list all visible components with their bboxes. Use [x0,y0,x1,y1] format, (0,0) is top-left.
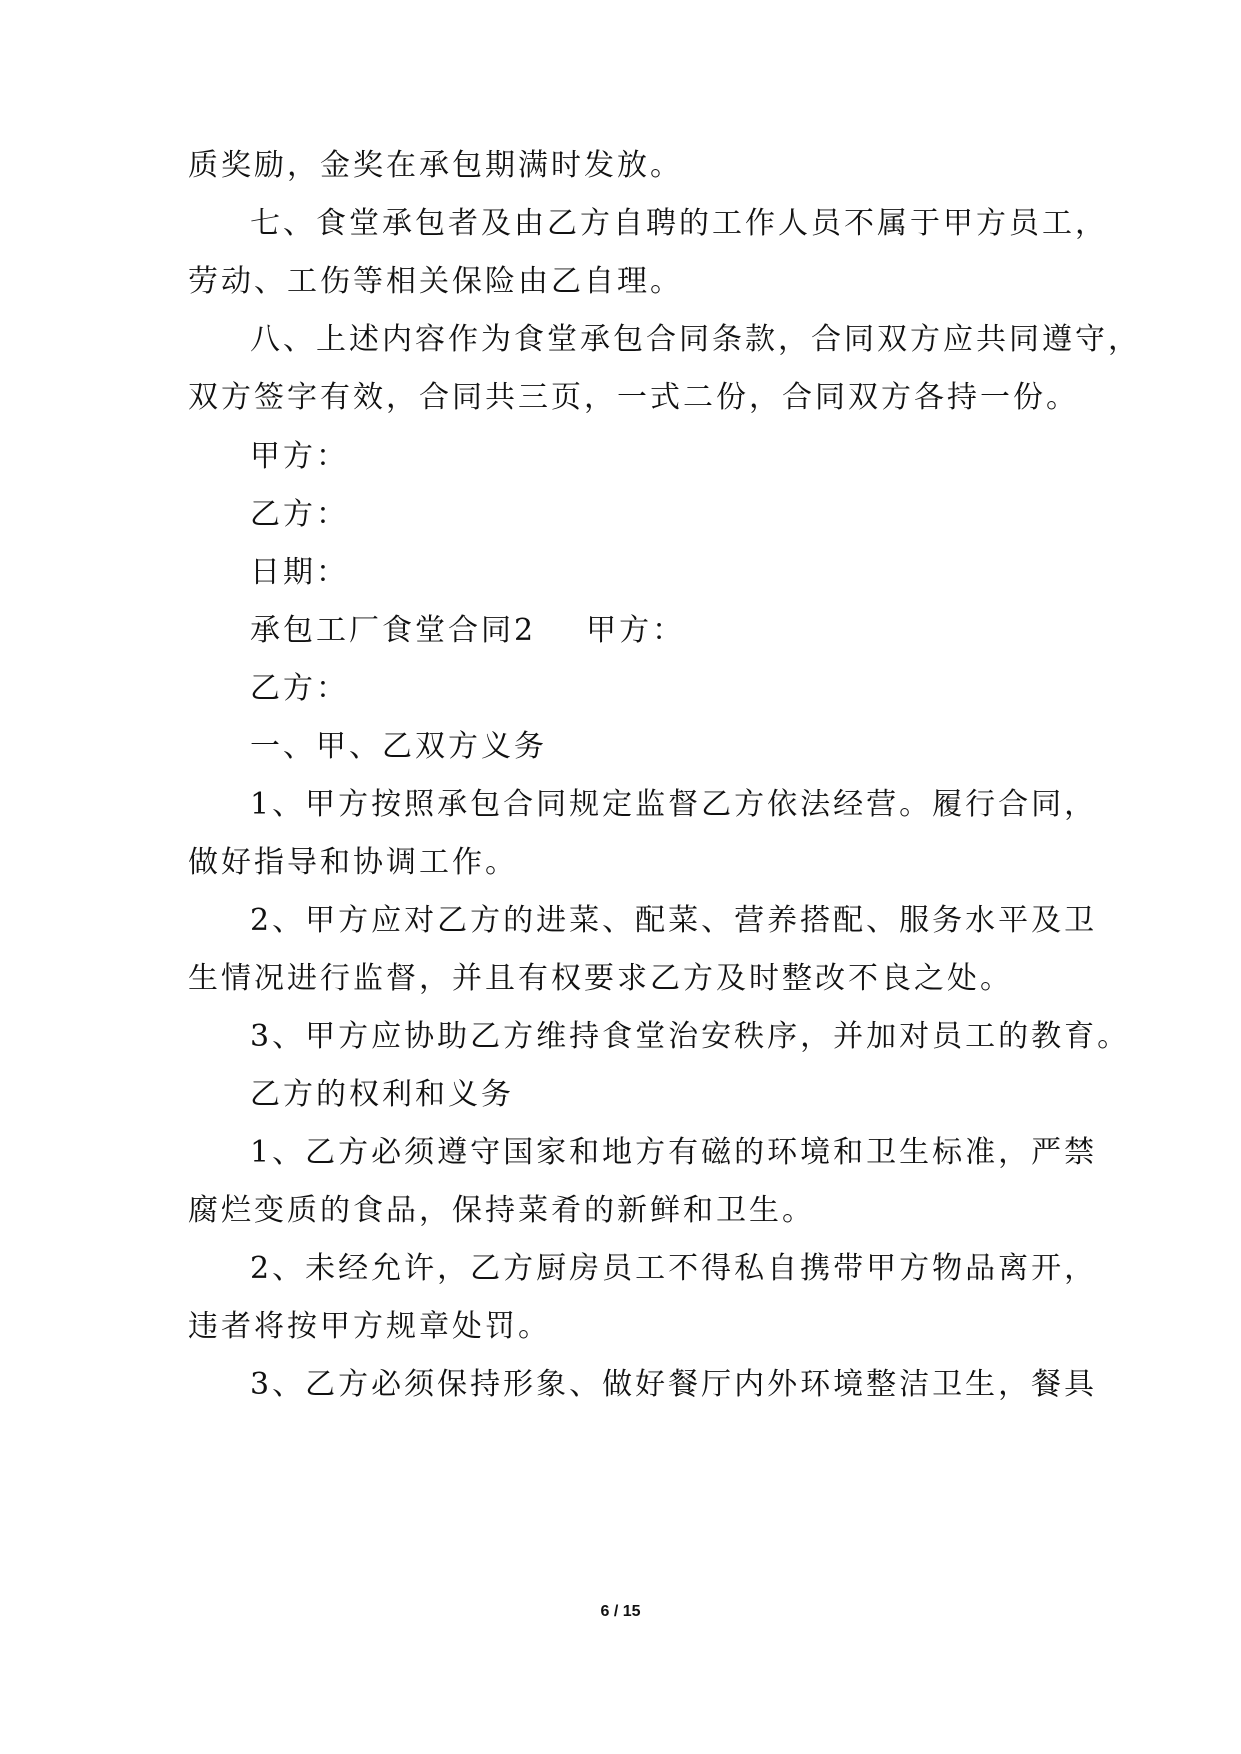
text-line: 劳动、工伤等相关保险由乙自理。 [188,264,683,299]
text-line: 3、甲方应协助乙方维持食堂治安秩序，并加对员工的教育。 [250,1019,1131,1054]
text-line: 生情况进行监督，并且有权要求乙方及时整改不良之处。 [188,961,1013,996]
signature-party-b: 乙方： [250,497,349,532]
contract-2-heading [250,611,685,651]
clause-8-line: 八、上述内容作为食堂承包合同条款，合同双方应共同遵守， [250,322,1141,357]
page-number: 6 / 15 [600,1603,641,1620]
text-line: 质奖励，金奖在承包期满时发放。 [188,148,683,183]
signature-date: 日期： [250,555,349,590]
text-line: 2、未经允许，乙方厨房员工不得私自携带甲方物品离开， [250,1251,1098,1286]
clause-7-line: 七、食堂承包者及由乙方自聘的工作人员不属于甲方员工， [250,206,1108,241]
section-heading: 乙方的权利和义务 [250,1077,514,1112]
text-line: 腐烂变质的食品，保持菜肴的新鲜和卫生。 [188,1193,815,1228]
party-a-label: 甲方： [586,613,686,648]
signature-party-a: 甲方： [250,439,349,474]
text-line: 1、乙方必须遵守国家和地方有磁的环境和卫生标准，严禁 [250,1135,1098,1170]
text-line: 2、甲方应对乙方的进菜、配菜、营养搭配、服务水平及卫 [250,903,1098,938]
party-b-label: 乙方： [250,671,349,706]
text-line: 双方签字有效，合同共三页，一式二份，合同双方各持一份。 [188,380,1079,415]
contract-title: 承包工厂食堂合同2 [250,613,537,648]
section-heading: 一、甲、乙双方义务 [250,729,547,764]
text-line: 1、甲方按照承包合同规定监督乙方依法经营。履行合同， [250,787,1098,822]
text-line: 违者将按甲方规章处罚。 [188,1309,551,1344]
text-line: 做好指导和协调工作。 [188,845,518,880]
text-line: 3、乙方必须保持形象、做好餐厅内外环境整洁卫生，餐具 [250,1367,1098,1402]
